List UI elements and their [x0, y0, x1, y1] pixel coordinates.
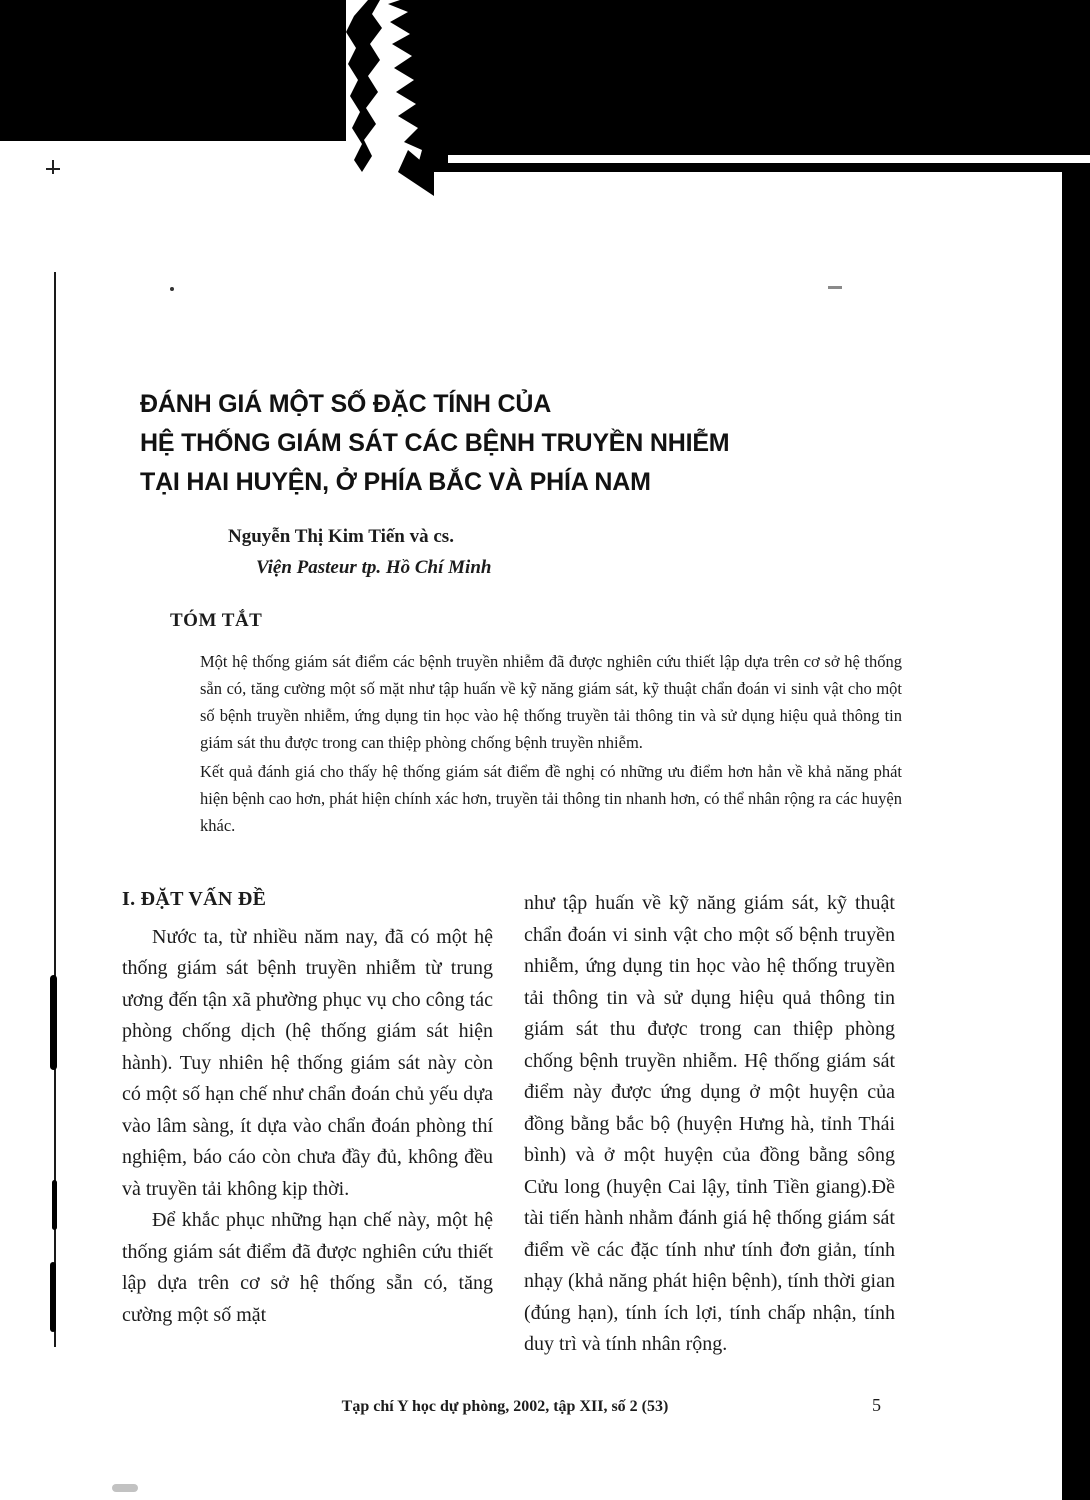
page-number: 5: [872, 1395, 881, 1415]
scan-artifact-top-left-black: [0, 0, 346, 141]
scan-artifact-tick: [52, 160, 54, 174]
title-line-3: TẠI HAI HUYỆN, Ở PHÍA BẮC VÀ PHÍA NAM: [140, 468, 651, 496]
scan-artifact-blob: [52, 1180, 57, 1230]
scan-artifact-white-scratch: [448, 155, 1090, 163]
title-line-1: ĐÁNH GIÁ MỘT SỐ ĐẶC TÍNH CỦA: [140, 390, 552, 418]
body-paragraph-left-2: Để khắc phục những hạn chế này, một hệ thống giám sát điểm đã được nghiên cứu thiết lập dựa trên cơ sở hệ thống sẵn có, tăng cường một số mặt: [122, 1209, 493, 1326]
abstract-heading: TÓM TẮT: [170, 610, 263, 631]
abstract-block: [200, 648, 902, 839]
abstract-paragraph-2: Kết quả đánh giá cho thấy hệ thống giám sát điểm đề nghị có những ưu điểm hơn hẳn về khả năng phát hiện bệnh cao hơn, phát hiện chính xác hơn, truyền tải thông tin nhanh hơn, có thể nhân rộng ra các huyện khác.: [200, 762, 902, 835]
scan-artifact-right-edge: [1062, 172, 1090, 1500]
authors-line: Nguyễn Thị Kim Tiến và cs.: [228, 526, 454, 547]
scan-artifact-jagged-film: [338, 0, 434, 196]
body-paragraph-right-1: như tập huấn về kỹ năng giám sát, kỹ thuật chẩn đoán vi sinh vật cho một số bệnh truyền nhiễm, ứng dụng tin học vào hệ thống truyền tải thông tin và sử dụng hiệu quả thông tin giám sát thu được trong can thiệp phòng chống bệnh truyền nhiễm. Hệ thống giám sát điểm này được ứng dụng ở một huyện của đồng bằng bắc bộ (huyện Hưng hà, tỉnh Thái bình) và ở một huyện của đồng bằng sông Cửu long (huyện Cai lậy, tỉnh Tiền giang).Đề tài tiến hành nhằm đánh giá hệ thống giám sát điểm về các đặc tính như tính đơn giản, tính nhạy (khả năng phát hiện bệnh), tính thời gian (đúng hạn), tính ích lợi, tính chấp nhận, tính duy trì và tính nhân rộng.: [524, 892, 895, 1355]
right-column: [524, 888, 895, 1361]
scan-artifact-blob: [50, 1262, 56, 1332]
left-column: [122, 884, 493, 1331]
section-heading-intro: I. ĐẶT VẤN ĐỀ: [122, 888, 267, 910]
affiliation-line: Viện Pasteur tp. Hồ Chí Minh: [256, 557, 492, 578]
footer-journal-line: Tạp chí Y học dự phòng, 2002, tập XII, số 2 (53): [341, 1398, 669, 1415]
scan-artifact-blob: [50, 975, 57, 1070]
scan-artifact-dash: [828, 286, 842, 289]
abstract-paragraph-1: Một hệ thống giám sát điểm các bệnh truyền nhiễm đã được nghiên cứu thiết lập dựa trên cơ sở hệ thống sẵn có, tăng cường một số mặt như tập huấn về kỹ năng giám sát, kỹ thuật chẩn đoán vi sinh vật cho một số bệnh truyền nhiễm, ứng dụng tin học vào hệ thống truyền tải thông tin và sử dụng hiệu quả thông tin giám sát thu được trong can thiệp phòng chống bệnh truyền nhiễm.: [200, 652, 902, 752]
title-line-2: HỆ THỐNG GIÁM SÁT CÁC BỆNH TRUYỀN NHIỄM: [140, 429, 730, 457]
paper-title: [140, 385, 900, 502]
scan-artifact-dot: [170, 287, 174, 291]
scan-artifact-smudge: [112, 1484, 138, 1492]
scan-artifact-top-right-black: [432, 0, 1090, 172]
body-paragraph-left-1: Nước ta, từ nhiều năm nay, đã có một hệ thống giám sát bệnh truyền nhiễm từ trung ương đến tận xã phường phục vụ cho công tác phòng chống dịch (hệ thống giám sát hiện hành). Tuy nhiên hệ thống giám sát này còn có một số hạn chế như chẩn đoán chủ yếu dựa vào lâm sàng, ít dựa vào chẩn đoán phòng thí nghiệm, báo cáo còn chưa đầy đủ, không đều và truyền tải không kịp thời.: [122, 925, 493, 1200]
